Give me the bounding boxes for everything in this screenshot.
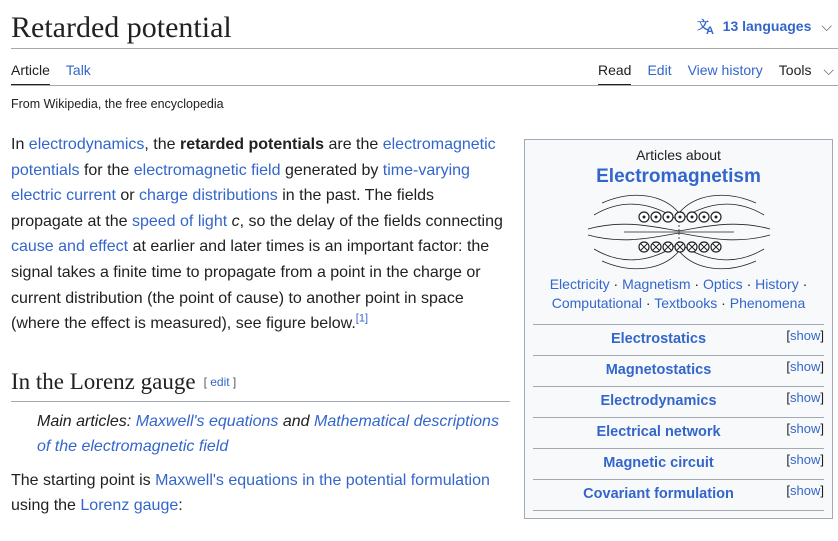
sidebar-row-divider <box>533 510 824 541</box>
solenoid-diagram <box>584 191 774 273</box>
namespace-tabs <box>11 60 107 86</box>
link-computational[interactable]: Computational <box>551 295 643 311</box>
section-heading: In the Lorenz gauge [ edit ] <box>11 367 510 402</box>
link-phenomena[interactable]: Phenomena <box>729 295 806 311</box>
chevron-down-icon: ⌵ <box>823 62 834 78</box>
link-maxwells-equations-potential[interactable]: Maxwell's equations in the potential formulation <box>155 472 490 489</box>
tools-menu[interactable] <box>779 60 834 86</box>
sidebar-row-electrostatics: Electrostatics [show] <box>533 324 824 355</box>
tabs-divider <box>11 85 838 86</box>
link-electromagnetic-potentials[interactable]: electromagnetic potentials <box>11 136 496 179</box>
link-speed-of-light[interactable]: speed of light <box>131 212 228 230</box>
translate-icon <box>697 17 717 35</box>
electromagnetism-sidebar <box>524 139 833 519</box>
view-tabs <box>582 60 834 86</box>
link-electromagnetic-field[interactable]: electromagnetic field <box>133 161 281 179</box>
show-toggle[interactable]: [show] <box>786 359 824 374</box>
show-toggle[interactable]: [show] <box>786 421 824 436</box>
tab-edit[interactable]: Edit <box>647 62 672 78</box>
bold-term: retarded potentials <box>179 136 325 153</box>
link-time-varying-electric-current[interactable]: time-varying electric current <box>11 161 470 205</box>
tab-read[interactable]: Read <box>598 60 631 86</box>
chevron-down-icon: ⌵ <box>821 17 832 34</box>
link-optics[interactable]: Optics <box>703 276 743 292</box>
link-cause-and-effect[interactable]: cause and effect <box>11 238 129 256</box>
sidebar-topic-links: Electricity · Magnetism · Optics · History · Computational · Textbooks · Phenomena <box>549 276 808 311</box>
page-title: Retarded potential <box>11 11 232 44</box>
hatnote: Main articles: Maxwell's equations and Mathematical descriptions of the electromagnetic field <box>37 413 499 455</box>
show-toggle[interactable]: [show] <box>786 390 824 405</box>
section-paragraph: The starting point is Maxwell's equations in the potential formulation using the Lorenz gauge: <box>11 472 490 514</box>
lead-paragraph: In electrodynamics, the retarded potentials are the electromagnetic potentials for the electromagnetic field generated by time-varying electric current or charge distributions in the past. The fields propagate at the speed of light c, so the delay of the fields connecting cause and effect at earlier and later times is an important factor: the signal takes a finite time to propagate from a point in the charge or current distribution (the point of cause) to another point in space (where the effect is measured), see figure below.[1] <box>11 136 503 333</box>
show-toggle[interactable]: [show] <box>786 452 824 467</box>
show-toggle[interactable]: [show] <box>786 328 824 343</box>
site-tagline: From Wikipedia, the free encyclopedia <box>11 97 224 111</box>
link-history[interactable]: History <box>755 276 799 292</box>
link-electricity[interactable]: Electricity <box>549 276 610 292</box>
tab-view-history[interactable]: View history <box>687 62 763 78</box>
link-lorenz-gauge[interactable]: Lorenz gauge <box>80 497 179 514</box>
languages-button[interactable] <box>697 17 832 35</box>
sidebar-row-covariant-formulation: Covariant formulation [show] <box>533 479 824 510</box>
section-edit: [ edit ] <box>203 375 237 389</box>
sidebar-row-electrodynamics: Electrodynamics [show] <box>533 386 824 417</box>
reference-1[interactable]: [1] <box>355 312 369 325</box>
svg-text:文: 文 <box>696 18 709 32</box>
sidebar-title[interactable]: Electromagnetism <box>596 166 761 187</box>
show-toggle[interactable]: [show] <box>786 483 824 498</box>
link-mathematical-descriptions[interactable]: Mathematical descriptions of the electromagnetic field <box>37 413 499 455</box>
link-electrodynamics[interactable]: electrodynamics <box>28 136 145 153</box>
sidebar-above: Articles about <box>636 147 721 163</box>
sidebar-row-magnetostatics: Magnetostatics [show] <box>533 355 824 386</box>
sidebar-row-magnetic-circuit: Magnetic circuit [show] <box>533 448 824 479</box>
tab-talk[interactable]: Talk <box>65 62 91 78</box>
section-edit-link[interactable]: edit <box>210 375 230 389</box>
svg-text:A: A <box>705 25 714 35</box>
languages-label: 13 languages <box>722 18 812 34</box>
link-textbooks[interactable]: Textbooks <box>654 295 718 311</box>
sidebar-collapsible-list <box>533 324 824 541</box>
title-divider <box>11 48 838 49</box>
link-magnetism[interactable]: Magnetism <box>622 276 691 292</box>
sidebar-row-electrical-network: Electrical network [show] <box>533 417 824 448</box>
tools-label: Tools <box>778 62 812 78</box>
tab-article[interactable]: Article <box>11 60 50 86</box>
link-charge-distributions[interactable]: charge distributions <box>139 187 278 205</box>
link-maxwells-equations[interactable]: Maxwell's equations <box>135 413 279 430</box>
